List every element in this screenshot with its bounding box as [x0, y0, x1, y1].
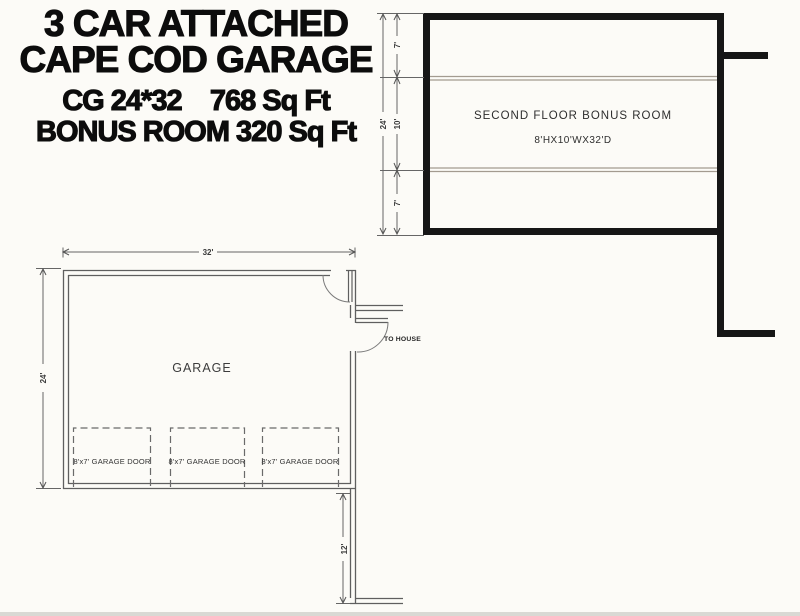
garage-door-1-label: 8'x7' GARAGE DOOR — [73, 457, 151, 466]
garage-room-label: GARAGE — [172, 361, 232, 375]
scan-edge-artifact — [0, 612, 800, 616]
garage-dim-depth-label: 24' — [39, 372, 48, 384]
house-corridor-wall — [356, 306, 403, 311]
to-house-label: TO HOUSE — [384, 336, 421, 343]
plan-subtitle-size: CG 24*32 768 Sq Ft — [62, 85, 330, 117]
bonus-room-lower-right-wall — [721, 233, 776, 334]
bonus-room-outline — [427, 17, 721, 232]
garage-plan — [36, 248, 421, 605]
knee-wall-lines — [430, 77, 717, 172]
bonus-dim-label-middle: 10' — [393, 118, 402, 130]
plan-title-line-2: CAPE COD GARAGE — [19, 39, 373, 80]
bonus-room-plan — [377, 14, 775, 334]
bonus-room-label: SECOND FLOOR BONUS ROOM — [473, 110, 673, 122]
bonus-room-size-label: 8'HX10'WX32'D — [534, 135, 612, 146]
breezeway-dim-label: 12' — [340, 543, 349, 555]
garage-walls-outer — [63, 270, 356, 604]
bonus-dim-label-total: 24' — [379, 118, 388, 130]
to-house-door-leaf — [356, 319, 388, 323]
entry-door-leaf — [349, 271, 353, 302]
breezeway-wall-hook — [350, 599, 403, 604]
plan-subtitle-bonus: BONUS ROOM 320 Sq Ft — [36, 116, 356, 148]
bonus-dim-label-lower: 7' — [393, 199, 402, 207]
plan-title-line-1: 3 CAR ATTACHED — [44, 3, 348, 44]
garage-door-2-label: 8'x7' GARAGE DOOR — [168, 457, 246, 466]
entry-door-swing-arc — [323, 275, 350, 302]
garage-door-3-label: 8'x7' GARAGE DOOR — [261, 457, 339, 466]
garage-dim-width-label: 32' — [202, 248, 214, 257]
garage-walls-inner — [68, 275, 351, 598]
bonus-dim-label-upper: 7' — [393, 41, 402, 49]
